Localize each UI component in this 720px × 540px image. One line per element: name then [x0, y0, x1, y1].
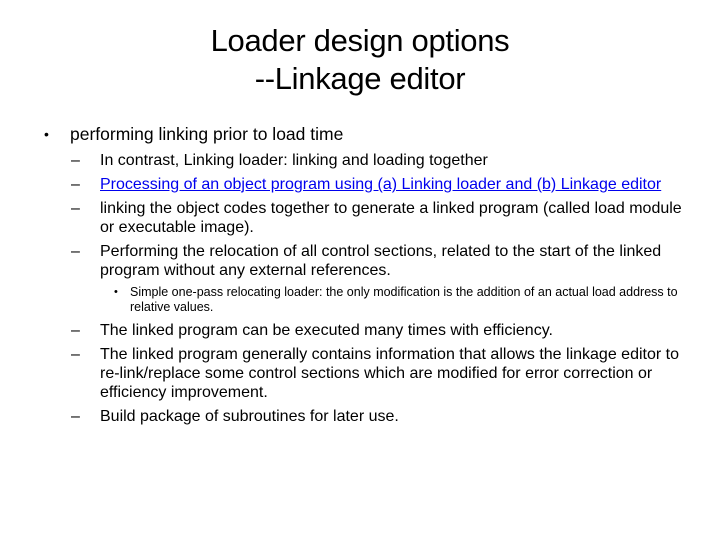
sub-bullet-text: Build package of subroutines for later use. [100, 408, 399, 425]
sub-bullet-item [71, 199, 694, 237]
dash-icon: – [71, 346, 80, 363]
dash-icon: – [71, 176, 80, 193]
sub-bullet-item [71, 175, 694, 194]
sub-bullet-text: In contrast, Linking loader: linking and loading together [100, 152, 488, 169]
dash-icon: – [71, 243, 80, 260]
dash-icon: – [71, 200, 80, 217]
title-line-2: --Linkage editor [254, 61, 466, 96]
bullet-icon: • [44, 126, 49, 142]
dash-icon: – [71, 152, 80, 169]
dash-icon: – [71, 322, 80, 339]
sub-sub-bullet-item [114, 285, 694, 315]
sub-bullet-item [71, 242, 694, 280]
processing-diagram-link[interactable]: Processing of an object program using (a) Linking loader and (b) Linkage editor [100, 176, 662, 193]
title-line-1: Loader design options [210, 23, 510, 58]
sub-bullet-item [71, 321, 694, 340]
sub-bullet-item [71, 407, 694, 426]
sub-bullet-text: linking the object codes together to generate a linked program (called load module or executable image). [100, 200, 682, 236]
bullet-icon: • [114, 286, 118, 298]
bullet-item [44, 124, 694, 145]
slide-title [0, 22, 720, 98]
dash-icon: – [71, 408, 80, 425]
sub-bullet-text: The linked program generally contains information that allows the linkage editor to re-link/replace some control sections which are modified for error correction or efficiency improvement. [100, 346, 679, 401]
slide-body [44, 124, 694, 431]
sub-bullet-item [71, 151, 694, 170]
sub-bullet-text: The linked program can be executed many times with efficiency. [100, 322, 553, 339]
sub-sub-bullet-text: Simple one-pass relocating loader: the only modification is the addition of an actual load address to relative values. [130, 285, 678, 314]
sub-bullet-item [71, 345, 694, 402]
sub-bullet-text: Performing the relocation of all control sections, related to the start of the linked program without any external references. [100, 243, 662, 279]
bullet-text: performing linking prior to load time [70, 124, 344, 144]
